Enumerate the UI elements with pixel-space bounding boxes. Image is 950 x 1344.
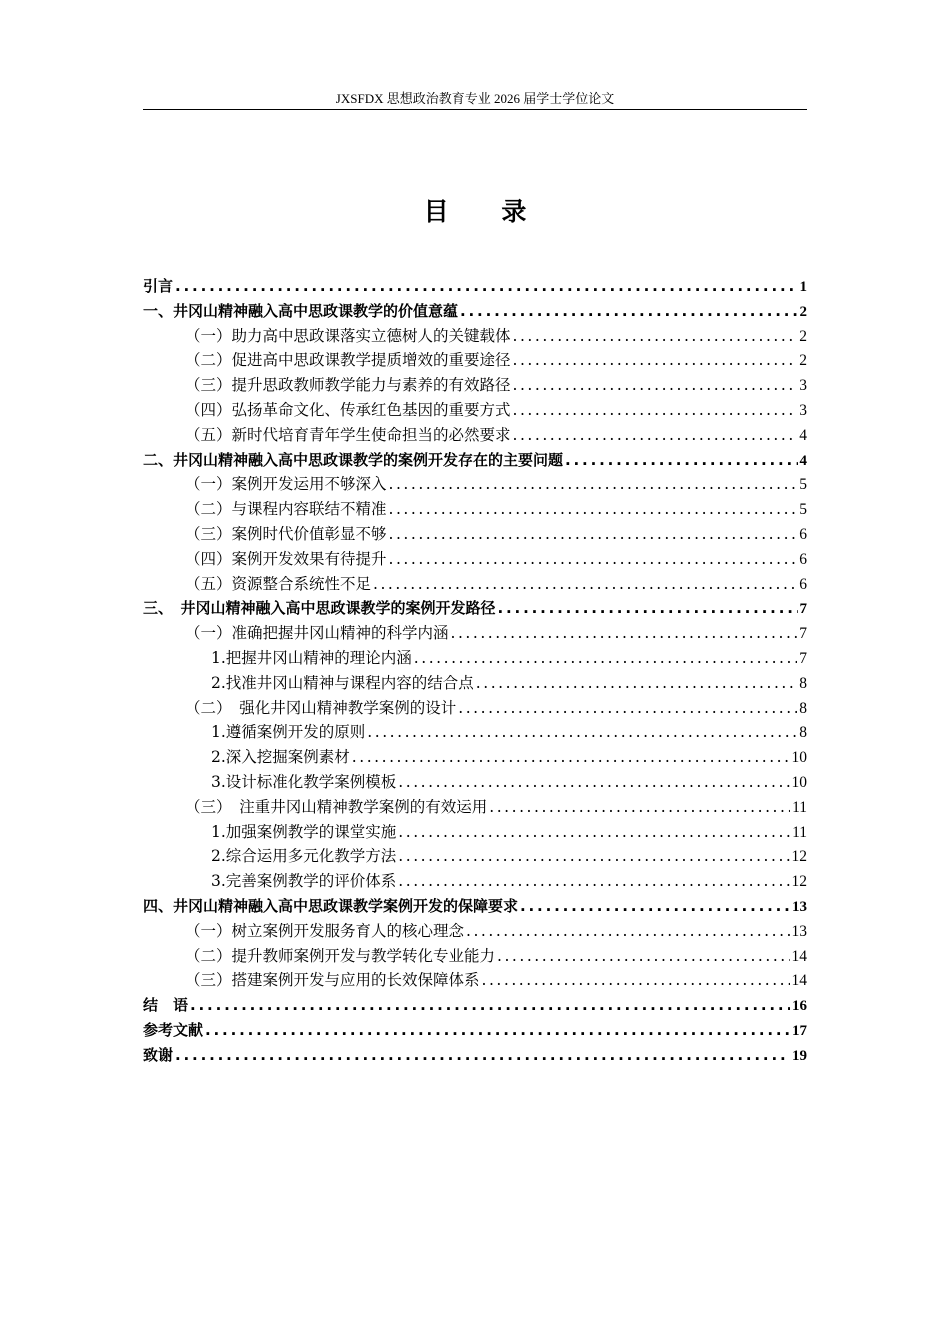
toc-leader-dots <box>352 745 790 770</box>
toc-leader-dots <box>389 497 798 522</box>
toc-entry-label: 1.把握井冈山精神的理论内涵 <box>211 648 412 667</box>
toc-leader-dots <box>190 993 790 1018</box>
toc-entry-page: 10 <box>791 749 807 767</box>
toc-entry[interactable] <box>143 696 807 721</box>
toc-entry-page: 6 <box>799 575 807 593</box>
toc-entry-label: 2.找准井冈山精神与课程内容的结合点 <box>211 673 474 692</box>
toc-leader-dots <box>389 522 798 547</box>
toc-entry-page: 4 <box>799 426 807 444</box>
toc-entry[interactable] <box>143 373 807 398</box>
toc-entry-page: 7 <box>799 625 807 643</box>
toc-leader-dots <box>513 348 798 373</box>
toc-entry-label: （二） 强化井冈山精神教学案例的设计 <box>185 698 457 717</box>
toc-entry-page: 5 <box>799 476 807 494</box>
toc-entry[interactable] <box>143 968 807 993</box>
toc-leader-dots <box>373 572 797 597</box>
toc-entry[interactable] <box>143 844 807 869</box>
toc-leader-dots <box>513 373 798 398</box>
toc-entry-label: 参考文献 <box>143 1020 204 1039</box>
header-rule <box>143 109 807 110</box>
toc-entry-label: 结 语 <box>143 996 189 1015</box>
toc-entry-label: 1.加强案例教学的课堂实施 <box>211 822 397 841</box>
toc-leader-dots <box>466 919 789 944</box>
toc-leader-dots <box>489 795 790 820</box>
toc-entry-page: 3 <box>799 377 807 395</box>
toc-entry-page: 12 <box>791 873 807 891</box>
toc-entry-label: （五）新时代培育青年学生使命担当的必然要求 <box>185 425 511 444</box>
toc-entry-label: （四）案例开发效果有待提升 <box>185 549 387 568</box>
toc-entry-page: 14 <box>791 972 807 990</box>
toc-leader-dots <box>482 968 790 993</box>
toc-entry-label: 致谢 <box>143 1045 174 1064</box>
toc-entry[interactable] <box>143 299 807 324</box>
toc-entry-label: 引言 <box>143 277 174 295</box>
toc-entry[interactable] <box>143 795 807 820</box>
toc-entry-page: 16 <box>792 998 807 1015</box>
toc-entry-page: 5 <box>799 501 807 519</box>
toc-entry-label: （四）弘扬革命文化、传承红色基因的重要方式 <box>185 400 511 419</box>
toc-leader-dots <box>414 646 797 671</box>
table-of-contents <box>143 274 807 1068</box>
toc-entry-label: （一）树立案例开发服务育人的核心理念 <box>185 921 465 940</box>
toc-entry[interactable] <box>143 472 807 497</box>
toc-entry-label: 一、井冈山精神融入高中思政课教学的价值意蕴 <box>143 301 459 320</box>
toc-leader-dots <box>498 596 798 621</box>
toc-leader-dots <box>497 944 789 969</box>
toc-leader-dots <box>451 621 798 646</box>
toc-leader-dots <box>460 299 797 324</box>
toc-entry-label: 三、 井冈山精神融入高中思政课教学的案例开发路径 <box>143 599 496 618</box>
toc-entry[interactable] <box>143 745 807 770</box>
toc-entry[interactable] <box>143 646 807 671</box>
toc-entry-page: 13 <box>791 922 807 940</box>
toc-entry-page: 14 <box>791 947 807 965</box>
toc-entry-label: （一）准确把握井冈山精神的科学内涵 <box>185 624 449 643</box>
toc-entry-label: （二）与课程内容联结不精准 <box>185 500 387 519</box>
toc-entry[interactable] <box>143 720 807 745</box>
toc-entry-label: 2.深入挖掘案例素材 <box>211 748 350 767</box>
toc-entry-page: 2 <box>799 303 807 320</box>
toc-entry-page: 11 <box>792 823 807 841</box>
toc-entry-label: 1.遵循案例开发的原则 <box>211 723 366 742</box>
toc-entry-label: （三） 注重井冈山精神教学案例的有效运用 <box>185 797 488 816</box>
toc-entry[interactable] <box>143 820 807 845</box>
toc-entry-page: 7 <box>799 601 807 618</box>
toc-entry-label: （一）助力高中思政课落实立德树人的关键载体 <box>185 326 511 345</box>
toc-entry[interactable] <box>143 869 807 894</box>
toc-entry[interactable] <box>143 423 807 448</box>
toc-leader-dots <box>389 472 798 497</box>
toc-leader-dots <box>513 423 798 448</box>
toc-entry-page: 6 <box>799 550 807 568</box>
toc-entry-page: 13 <box>792 898 807 915</box>
toc-leader-dots <box>458 696 797 721</box>
toc-entry[interactable] <box>143 596 807 621</box>
toc-entry-label: （三）案例时代价值彰显不够 <box>185 524 387 543</box>
toc-leader-dots <box>367 720 797 745</box>
toc-entry-label: （二）提升教师案例开发与教学转化专业能力 <box>185 946 496 965</box>
toc-leader-dots <box>398 844 789 869</box>
toc-entry[interactable] <box>143 348 807 373</box>
toc-entry[interactable] <box>143 547 807 572</box>
toc-leader-dots <box>565 448 797 473</box>
toc-entry-label: （三）提升思政教师教学能力与素养的有效路径 <box>185 376 511 395</box>
toc-leader-dots <box>175 1043 790 1068</box>
toc-entry[interactable] <box>143 671 807 696</box>
toc-entry-label: （二）促进高中思政课教学提质增效的重要途径 <box>185 351 511 370</box>
toc-entry-page: 8 <box>799 674 807 692</box>
toc-entry[interactable] <box>143 919 807 944</box>
toc-entry[interactable] <box>143 1018 807 1043</box>
toc-entry-label: 四、井冈山精神融入高中思政课教学案例开发的保障要求 <box>143 896 519 915</box>
toc-entry-label: （五）资源整合系统性不足 <box>185 574 372 593</box>
toc-entry-label: （一）案例开发运用不够深入 <box>185 475 387 494</box>
toc-entry[interactable] <box>143 497 807 522</box>
page-header: JXSFDX 思想政治教育专业 2026 届学士学位论文 <box>335 91 615 106</box>
toc-title: 目 录 <box>423 197 549 226</box>
toc-entry-page: 4 <box>799 452 807 469</box>
toc-entry-page: 10 <box>791 773 807 791</box>
toc-leader-dots <box>398 770 789 795</box>
toc-leader-dots <box>476 671 797 696</box>
toc-entry[interactable] <box>143 522 807 547</box>
toc-leader-dots <box>513 324 798 349</box>
toc-leader-dots <box>398 869 789 894</box>
toc-entry-page: 8 <box>799 724 807 742</box>
toc-leader-dots <box>520 894 790 919</box>
toc-leader-dots <box>513 398 798 423</box>
toc-entry[interactable] <box>143 572 807 597</box>
toc-entry-label: （三）搭建案例开发与应用的长效保障体系 <box>185 971 480 990</box>
toc-entry-page: 6 <box>799 525 807 543</box>
toc-leader-dots <box>398 820 790 845</box>
toc-entry-label: 2.综合运用多元化教学方法 <box>211 847 397 866</box>
toc-entry-label: 3.设计标准化教学案例模板 <box>211 772 397 791</box>
toc-entry[interactable] <box>143 274 807 299</box>
toc-leader-dots <box>389 547 798 572</box>
toc-entry[interactable] <box>143 770 807 795</box>
toc-entry-label: 3.完善案例教学的评价体系 <box>211 872 397 891</box>
toc-entry[interactable] <box>143 621 807 646</box>
toc-entry[interactable] <box>143 398 807 423</box>
toc-leader-dots <box>205 1018 790 1043</box>
toc-entry-page: 11 <box>792 798 807 816</box>
toc-entry[interactable] <box>143 993 807 1018</box>
toc-entry-page: 2 <box>799 327 807 345</box>
toc-entry-page: 2 <box>799 352 807 370</box>
toc-entry[interactable] <box>143 448 807 473</box>
toc-entry[interactable] <box>143 894 807 919</box>
toc-entry-page: 17 <box>792 1022 807 1039</box>
toc-entry[interactable] <box>143 944 807 969</box>
toc-entry-page: 12 <box>791 848 807 866</box>
toc-entry[interactable] <box>143 1043 807 1068</box>
toc-entry-page: 7 <box>799 649 807 667</box>
toc-entry-page: 1 <box>799 279 807 295</box>
toc-entry-page: 19 <box>792 1047 807 1064</box>
toc-leader-dots <box>175 274 797 299</box>
toc-entry-page: 8 <box>799 699 807 717</box>
toc-entry-label: 二、井冈山精神融入高中思政课教学的案例开发存在的主要问题 <box>143 450 564 469</box>
toc-entry-page: 3 <box>799 401 807 419</box>
toc-entry[interactable] <box>143 324 807 349</box>
